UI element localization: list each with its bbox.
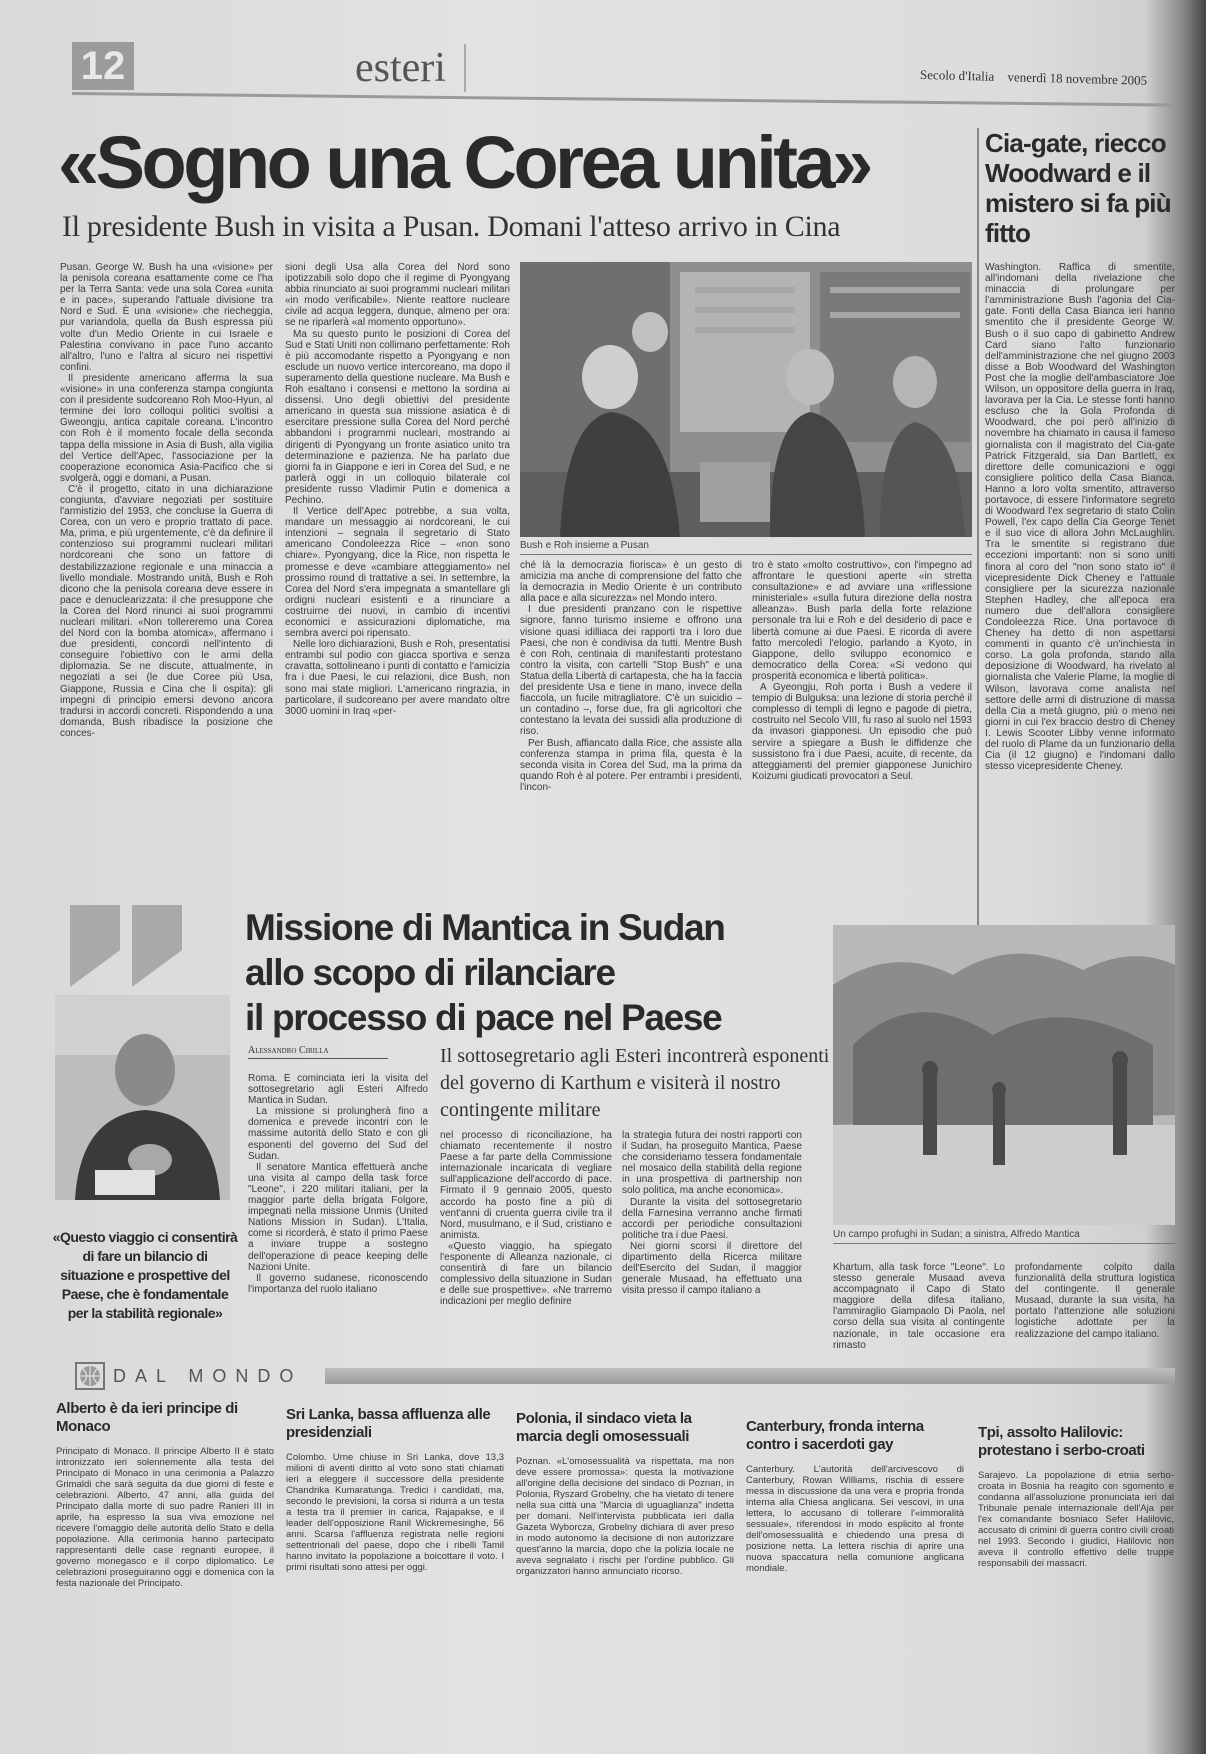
news-brief	[56, 1400, 274, 1711]
headline-line: Missione di Mantica in Sudan	[245, 907, 725, 948]
brief-body: Colombo. Urne chiuse in Sri Lanka, dove 13,3 milioni di aventi diritto al voto sono stati chiamati ieri a eleggere il successore della presidente Chandrika Kumaratunga. Tredici i candidati, ma, secondo le previsioni, la corsa si ridurrà a un testa a testa tra il premier in carica, Rajapakse, e il leader dell'opposizione Ranil Wickremesinghe, 56 anni. Scarsa l'affluenza registrata nelle regioni settentrionali del paese, dopo che i ribelli Tamil hanno invitato la popolazione a boicottare il voto. I primi risultati sono attesi per oggi.	[286, 1452, 504, 1573]
refugee-camp-photo	[833, 925, 1175, 1225]
news-brief	[978, 1424, 1174, 1710]
headline-line: allo scopo di rilanciare	[245, 952, 615, 993]
section-title: esteri	[355, 44, 466, 92]
dal-mondo-label: DAL MONDO	[113, 1366, 303, 1386]
paragraph: Nei giorni scorsi il direttore del dipartimento della Ricerca militare dell'Esercito del Sudan, il maggior generale Musaad, ha effettuato una visita presso il campo italiano a	[622, 1240, 802, 1297]
korea-photo-caption: Bush e Roh insieme a Pusan	[520, 540, 972, 555]
mantica-subtitle: Il sottosegretario agli Esteri incontrerà esponenti del governo di Karthum e visiterà il nostro contingente militare	[440, 1045, 830, 1121]
paragraph: profondamente colpito dalla funzionalità della struttura logistica del contingente. Il generale Musaad, durante la sua visita, ha portato l'attenzione alle soluzioni logistiche adottate per la realizzazione del campo italiano.	[1015, 1262, 1175, 1340]
paragraph: A Gyeongju, Roh porta i Bush a vedere il tempio di Bulguksa: una lezione di storia perché il complesso di templi di legno e pagode di pietra, costruito nel Secolo VIII, fu raso al suolo nel 1593 da invasori giapponesi. Un episodio che può servire a spiegare a Bush le diffidenze che sussistono fra i due Paesi, acuite, di recente, da atteggiamenti del premier giapponese Junichiro Koizumi giudicati provocatori a Seul.	[752, 682, 972, 782]
decorative-chevron-icon	[70, 905, 120, 987]
paragraph: Khartum, alla task force "Leone". Lo stesso generale Musaad aveva accompagnato il Capo di Stato maggiore della difesa italiano, l'ammiraglio Giampaolo Di Paola, nel corso della sua visita al contingente nazionale, in tale occasione era rimasto	[833, 1262, 1005, 1350]
korea-column-3	[520, 560, 742, 885]
paragraph: Il Vertice dell'Apec potrebbe, a sua volta, mandare un messaggio ai nordcoreani, le cui intenzioni – segnala il segretario di Stato americano Condoleezza Rice – «non sono chiare». Pyongyang, dice la Rice, non rispetta le promesse e deve «cambiare atteggiamento» nel prossimo round di trattative a sei. In settembre, la Corea del Nord s'era impegnata a smantellare gli ordigni nucleari esistenti e a rinunciare a costruirne dei nuovi, in cambio di incentivi economici e assicurazioni diplomatiche, ma sembra averci poi ripensato.	[285, 506, 510, 640]
brief-headline: Alberto è da ieri principe di Monaco	[56, 1400, 238, 1435]
paragraph: Ma su questo punto le posizioni di Corea del Sud e Stati Uniti non collimano perfettamente: Roh è più accomodante rispetto a Pyongyang e non esclude un nuovo vertice intercoreano, ma dopo il superamento della questione nucleare. Ma Bush e Roh esaltano i consensi e mettono la sordina ai dissensi. Uno degli obiettivi del presidente americano in questa sua missione asiatica è di esercitare pressione sulla Corea del Nord perché abbandoni i programmi nucleari, mostrando ai dirigenti di Pyongyang un fronte asiatico unito tra determinazione e pazienza. Ne ha parlato due giorni fa in Giappone e ieri in Corea del Sud, e ne parlerà oggi in un colloquio bilaterale col presidente russo Vladimir Putin e domenica a Pechino.	[285, 328, 510, 506]
korea-column-1	[60, 262, 273, 884]
news-brief	[516, 1410, 734, 1711]
byline: Alessandro Cirilla	[248, 1045, 388, 1059]
pull-quote: «Questo viaggio ci consentirà di fare un bilancio di situazione e prospettive del Paese, che è fondamentale per la stabilità regionale»	[52, 1229, 238, 1321]
korea-subtitle: Il presidente Bush in visita a Pusan. Domani l'atteso arrivo in Cina	[62, 210, 841, 243]
paragraph: sioni degli Usa alla Corea del Nord sono ipotizzabili solo dopo che il regime di Pyongyang abbia rinunciato ai suoi programmi nucleari militari «in modo verificabile». Niente reattore nucleare civile ad acqua leggera, dunque, almeno per ora: se ne riparlerà «al momento opportuno».	[285, 262, 510, 329]
paragraph: Nelle loro dichiarazioni, Bush e Roh, presentatisi entrambi sul podio con giacca sportiva e senza cravatta, sottolineano i punti di contatto e l'amicizia fra i due Paesi, le cui relazioni, dice Bush, non sono mai state migliori. L'americano ringrazia, in particolare, il sudcoreano per avere mandato oltre 3000 uomini in Iraq «per-	[285, 639, 510, 717]
mantica-column-5	[1015, 1262, 1175, 1350]
issue-date: venerdì 18 novembre 2005	[1007, 69, 1148, 88]
mantica-column-4	[833, 1262, 1005, 1350]
news-brief	[746, 1418, 964, 1712]
headline-line: il processo di pace nel Paese	[245, 997, 722, 1038]
korea-column-2	[285, 262, 510, 884]
paragraph: Pusan. George W. Bush ha una «visione» per la penisola coreana esattamente come ce l'ha per la Terra Santa: vede una sola Corea «unita e in pace», superando l'attuale divisione tra Nord e Sud. È una «visione» che riecheggia, pur variandola, quella da Bush espressa più volte d'un Medio Oriente in cui Israele e Palestina convivano in pace l'uno accanto all'altro, l'uno e l'altra al sicuro nei rispettivi confini.	[60, 262, 273, 373]
brief-headline: Sri Lanka, bassa affluenza alle presidenziali	[286, 1406, 491, 1441]
sidebar-headline: Cia-gate, riecco Woodward e il mistero si fa più fitto	[985, 128, 1171, 248]
refugee-photo-caption: Un campo profughi in Sudan; a sinistra, Alfredo Mantica	[833, 1229, 1175, 1244]
brief-headline: Polonia, il sindaco vieta la marcia degli omosessuali	[516, 1410, 692, 1445]
paragraph: la strategia futura dei nostri rapporti con il Sudan, ha proseguito Mantica, Paese che consideriamo tessera fondamentale nel mosaico della stabilità della regione in una prospettiva di partnership non solo politica, ma anche economica».	[622, 1130, 802, 1197]
brief-body: Principato di Monaco. Il principe Alberto II è stato intronizzato ieri solennemente alla testa del Principato di Monaco in una cerimonia a Palazzo Grimaldi che sarà seguita da due giorni di feste e celebrazioni. Alberto, 47 anni, alla guida del Principato dalla morte di suo padre Ranieri III in aprile, ha espresso la sua viva emozione nel ricevere l'omaggio delle autorità dello Stato e della popolazione. Alla cerimonia hanno partecipato rappresentanti delle case regnanti europee, il governo monegasco e il corpo diplomatico. Le celebrazioni proseguiranno oggi e domenica con la festa nazionale del Principato.	[56, 1446, 274, 1589]
dal-mondo-banner	[75, 1362, 1175, 1390]
paragraph: «Questo viaggio, ha spiegato l'esponente di Alleanza nazionale, ci consentirà di fare un bilancio complessivo della situazione in Sudan e delle sue prospettive». «Ne trarremo indicazioni per meglio definire	[440, 1240, 612, 1308]
paragraph: Roma. È cominciata ieri la visita del sottosegretario agli Esteri Alfredo Mantica in Sudan.	[248, 1073, 428, 1107]
brief-body: Poznan. «L'omosessualità va rispettata, ma non deve essere promossa»: questa la motivazione all'origine della decisione del sindaco di Poznan, in Polonia, Ryszard Grobelny, che ha vietato di tenere nella sua città una "Marcia di uguaglianza" indetta per domani. Nell'intervista pubblicata ieri dalla Gazeta Wyborcza, Grobelny dichiara di aver preso in modo autonomo la decisione di non autorizzare quest'anno la marcia, dopo che la polizia locale ne aveva segnalato i rischi per l'ordine pubblico. Gli organizzatori hanno annunciato ricorso.	[516, 1456, 734, 1577]
mantica-column-3	[622, 1130, 802, 1348]
page-number: 12	[72, 42, 134, 90]
header-rule	[72, 92, 1172, 107]
paragraph: La missione si prolungherà fino a domenica e prevede incontri con le massime autorità dello Stato e con gli esponenti del governo del Sud del Sudan.	[248, 1106, 428, 1162]
paragraph: I due presidenti pranzano con le rispettive signore, fanno turismo insieme e offrono una visione quasi idilliaca dei rapporti tra i loro due Paesi, che non è condivisa da tutti. Mentre Bush è con Roh, centinaia di manifestanti protestano contro la visita, con cartelli "Stop Bush" e una Statua della Libertà di cartapesta, che ha la faccia del presidente Usa e tiene in mano, invece della fiaccola, un fucile mitragliatore. C'è un suicidio – un contadino –, forse due, fra gli agricoltori che contestano la levata dei sussidi alla produzione di riso.	[520, 604, 742, 738]
mantica-portrait-photo	[55, 995, 230, 1200]
paragraph: tro è stato «molto costruttivo», con l'impegno ad affrontare le questioni aperte «in stretta consultazione» e ad avviare una «riflessione ministeriale» «sulla futura direzione della nostra alleanza». Bush parla della forte relazione personale tra lui e Roh e del desiderio di pace e libertà comune ai due Paesi. E ricorda di avere fatto mercoledì l'elogio, parlando a Kyoto, in Giappone, dello sviluppo economico e democratico della Corea: «Si vedono qui prosperità economica e libertà politica».	[752, 560, 972, 682]
korea-photo	[520, 262, 972, 537]
brief-body: Sarajevo. La popolazione di etnia serbo-croata in Bosnia ha reagito con sgomento e condanna all'assoluzione pronunciata ieri dal Tribunale penale internazionale dell'Aja per l'ex comandante bosniaco Sefer Halilovic, accusato di crimini di guerra contro civili croati nel 1993. Secondo i giudici, Halilovic non aveva il controllo effettivo delle truppe responsabili dei massacri.	[978, 1470, 1174, 1569]
brief-headline: Canterbury, fronda interna contro i sacerdoti gay	[746, 1418, 924, 1453]
paragraph: Washington. Raffica di smentite, all'indomani della rivelazione che minaccia di prolungare per l'amministrazione Bush l'agonia del Cia-gate. Fonti della Casa Bianca ieri hanno smentito che il presidente George W. Bush o il suo capo di gabinetto Andrew Card siano l'alto funzionario dell'amministrazione che nel giugno 2003 disse a Bob Woodward del Washington Post che la moglie dell'ambasciatore Joe Wilson, un oppositore della guerra in Iraq, lavorava per la Cia. Le stesse fonti hanno escluso che la Gola Profonda di Woodward, che poi però all'inizio di novembre ha chiamato in causa il famoso giornalista con il magistrato del Cia-gate Patrick Fitzgerald, sia Dan Bartlett, ex direttore delle comunicazioni e oggi consigliere politico della Casa Bianca. Hanno a loro volta smentito, attraverso portavoce, di essere l'informatore segreto di Woodward l'ex segretario di stato Colin Powell, l'ex capo della Cia George Tenet e il suo vice di allora John McLaughlin. Tra le smentite si registrano due eccezioni importanti: non si sono uniti finora al coro del "non sono stato io" il vicepresidente Dick Cheney e l'attuale consigliere per la sicurezza nazionale Stephen Hadley, che all'epoca era numero due dell'allora consigliere Condoleezza Rice. Una portavoce di Cheney ha detto di non aspettarsi commenti in quanto c'è un'inchiesta in corso. La gola profonda, stando alla deposizione di Woodward, ha rivelato al giornalista che Valerie Plame, la moglie di Wilson, lavorava come analista nel settore delle armi di distruzione di massa della Cia a metà giugno, più o meno nei giorni in cui l'ex braccio destro di Cheney I. Lewis Scooter Libby venne informato del ruolo di Plame da un funzionario della Cia (il 12 giugno) e l'indomani dallo stesso vicepresidente Cheney.	[985, 262, 1175, 773]
paragraph: Durante la visita del sottosegretario della Farnesina verranno anche firmati accordi per periodiche consultazioni politiche tra i due Paesi.	[622, 1196, 802, 1241]
paragraph: ché là la democrazia fiorisca» è un gesto di amicizia ma anche di comprensione del fatto che la democrazia in Medio Oriente è un contributo alla pace e alla sicurezza» nel Mondo intero.	[520, 560, 742, 605]
globe-icon	[75, 1362, 105, 1390]
mantica-column-1	[248, 1073, 428, 1348]
newspaper-name: Secolo d'Italia	[919, 66, 995, 84]
mantica-headline	[245, 905, 835, 1040]
news-brief	[286, 1406, 504, 1712]
banner-band	[325, 1368, 1175, 1384]
paragraph: Il presidente americano afferma la sua «visione» in una conferenza stampa congiunta con il presidente sudcoreano Roh Moo-Hyun, al termine dei loro colloqui politici svoltisi a Gweongju, antica capitale coreana. L'incontro con Roh è il momento focale della seconda tappa della missione in Asia di Bush, alla vigilia del Vertice dell'Apec, l'associazione per la cooperazione economica Asia-Pacifico che si svolgerà, oggi e domani, a Pusan.	[60, 372, 273, 484]
brief-body: Canterbury. L'autorità dell'arcivescovo di Canterbury, Rowan Williams, rischia di essere messa in discussione da una vera e propria fronda interna alla Chiesa anglicana. Sei vescovi, in una lettera, lo accusano di tollerare l'«immoralità sessuale», riferendosi in modo esplicito al fronte dell'omosessualità e chiedendo una presa di posizione netta. La lettera rischia di aprire una nuova spaccatura nella comunione anglicana mondiale.	[746, 1464, 964, 1574]
masthead	[920, 67, 1157, 89]
mantica-column-2	[440, 1130, 612, 1348]
paragraph: C'è il progetto, citato in una dichiarazione congiunta, d'avviare negoziati per sostituire l'armistizio del 1953, che concluse la Guerra di Corea, con un vero e proprio trattato di pace. Ma, prima, e più urgentemente, c'è da definire il contenzioso sui programmi nucleari militari nordcoreani che sono un fattore di destabilizzazione regionale e una minaccia a livello mondiale. Mostrando unità, Bush e Roh dicono che la penisola coreana deve essere in pace e denuclearizzata: il che presuppone che la Corea del Nord rinunci ai suoi programmi nucleari militari. «Non tollereremo una Corea del Nord con la bomba atomica», affermano i due presidenti, concordi nell'intento di conseguire l'obiettivo con le armi della diplomazia. Se ne discute, attualmente, in negoziati a sei (le due Coree più Usa, Giappone, Russia e Cina che li ospita): gli impegni di principio emersi devono ancora tradursi in accordi concreti. Rispondendo a una domanda, Bush ribadisce la posizione che conces-	[60, 483, 273, 739]
paragraph: Il governo sudanese, riconoscendo l'importanza del ruolo italiano	[248, 1272, 428, 1295]
decorative-chevron-icon	[132, 905, 182, 987]
korea-headline: «Sogno una Corea unita»	[58, 121, 870, 204]
paragraph: nel processo di riconciliazione, ha chiamato recentemente il nostro Paese a far parte della Commissione internazionale incaricata di vegliare sull'applicazione dell'accordo di pace. Firmato il 9 gennaio 2005, questo accordo ha posto fine a più di vent'anni di cruenta guerra civile tra il Nord, musulmano, e il Sud, cristiano e animista.	[440, 1130, 612, 1241]
brief-headline: Tpi, assolto Halilovic: protestano i serbo-croati	[978, 1424, 1145, 1459]
paragraph: Per Bush, affiancato dalla Rice, che assiste alla conferenza stampa in prima fila, questa è la seconda visita in Corea del Sud, ma la prima da quando Roh è al potere. Per entrambi i presidenti, l'incon-	[520, 737, 742, 793]
paragraph: Il senatore Mantica effettuerà anche una visita al campo della task force "Leone", i 220 militari italiani, per la maggior parte della brigata Folgore, impegnati nella missione Unmis (United Nations Mission in Sudan). L'Italia, come si ricorderà, è stato il primo Paese a inviare truppe a sostegno dell'operazione di peace keeping delle Nazioni Unite.	[248, 1161, 428, 1273]
korea-column-4	[752, 560, 972, 885]
